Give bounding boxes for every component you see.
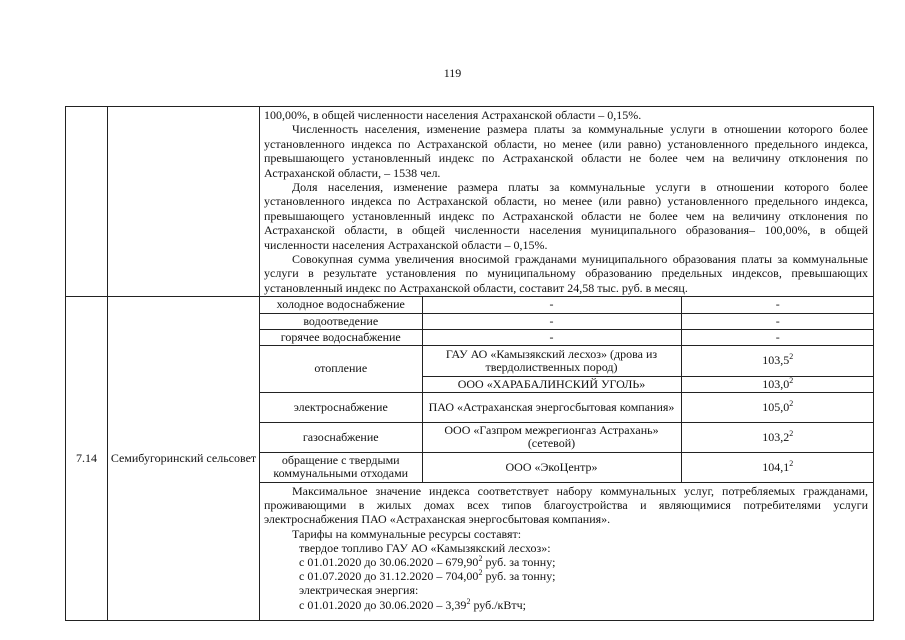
service-name: обращение с твердыми коммунальными отходами [260, 452, 422, 482]
service-provider: ООО «ХАРАБАЛИНСКИЙ УГОЛЬ» [422, 376, 681, 392]
tariff-line-text: руб. за тонну; [482, 569, 556, 584]
tariff-line-text: руб./кВтч; [470, 597, 527, 612]
service-row-waste [260, 452, 874, 482]
tariff-footnote: 2 [478, 554, 483, 564]
tariff-line [264, 598, 868, 612]
service-provider: - [422, 313, 681, 329]
value-footnote: 2 [789, 398, 794, 408]
value-footnote: 2 [789, 428, 794, 438]
service-row-gas [260, 422, 874, 452]
service-value: - [681, 329, 874, 345]
value-number: 105,0 [762, 399, 790, 414]
continuation-row [66, 107, 874, 297]
service-row-hot-water [260, 329, 874, 345]
value-number: 104,1 [762, 459, 790, 474]
service-row-sewage [260, 313, 874, 329]
service-row-cold-water [260, 297, 874, 313]
continuation-name-cell [108, 107, 260, 297]
tariff-line [264, 569, 868, 583]
service-row-electricity [260, 392, 874, 422]
value-number: 103,5 [762, 353, 790, 367]
continuation-paragraph: Доля населения, изменение размера платы за коммунальные услуги в отношении которого более установленного индекса по Астраханской области, но менее (или равно) установленного предельного индекса, превышающего установленный индекс по Астраханской области не более чем на величину отклонения по Астраханской области, в общей численности населения муниципального образования– 100,00%, в общей численности населения Астраханской области – 0,15%. [264, 180, 868, 252]
continuation-paragraph: Совокупная сумма увеличения вносимой гражданами муниципального образования платы за коммунальные услуги в результате установления по муниципальному образованию предельных индексов, превышающих установленный индекс по Астраханской области, составит 24,58 тыс. руб. в месяц. [264, 252, 868, 295]
continuation-text-cell [260, 107, 874, 297]
service-value [681, 452, 874, 482]
tariffs-text [260, 482, 873, 620]
service-provider: - [422, 329, 681, 345]
service-name: отопление [260, 345, 422, 392]
service-name: горячее водоснабжение [260, 329, 422, 345]
continuation-number-cell [66, 107, 108, 297]
value-footnote: 2 [789, 458, 794, 468]
continuation-paragraph: Численность населения, изменение размера платы за коммунальные услуги в отношении которого более установленного индекса по Астраханской области, но менее (или равно) установленного предельного индекса, превышающего установленный индекс по Астраханской области не более чем на величину отклонения по Астраханской области, – 1538 чел. [264, 122, 868, 180]
service-value [681, 376, 874, 392]
entry-row [66, 297, 874, 621]
service-provider: ООО «Газпром межрегионгаз Астрахань» (сетевой) [422, 422, 681, 452]
tariff-line-text: руб. за тонну; [482, 555, 556, 570]
tariff-line-text: с 01.01.2020 до 30.06.2020 – 3,39 [299, 597, 467, 612]
service-provider: ГАУ АО «Камызякский лесхоз» (дрова из твердолиственных пород) [422, 345, 681, 376]
entry-details-cell [260, 297, 874, 621]
value-number: 103,0 [762, 376, 790, 391]
service-value [681, 422, 874, 452]
entry-name: Семибугоринский сельсовет [108, 297, 260, 621]
services-table [260, 297, 874, 482]
service-name: холодное водоснабжение [260, 297, 422, 313]
tariff-footnote: 2 [466, 596, 471, 606]
index-table [65, 106, 874, 621]
continuation-paragraph: 100,00%, в общей численности населения Астраханской области – 0,15%. [264, 108, 642, 122]
service-name: электроснабжение [260, 392, 422, 422]
service-value: - [681, 313, 874, 329]
service-row-heating [260, 345, 874, 376]
electric-label: электрическая энергия: [299, 583, 419, 598]
entry-number: 7.14 [66, 297, 108, 621]
tariff-footnote: 2 [478, 568, 483, 578]
max-index-paragraph: Максимальное значение индекса соответствует набору коммунальных услуг, потребляемых гражданами, проживающими в жилых домах всех типов благоустройства и являющимися потребителями услуги электроснабжения ПАО «Астраханская энергосбытовая компания». [264, 484, 868, 527]
value-footnote: 2 [789, 375, 794, 385]
service-name: водоотведение [260, 313, 422, 329]
page-number: 119 [443, 66, 462, 80]
tariff-line [264, 555, 868, 569]
service-value: - [681, 297, 874, 313]
service-name: газоснабжение [260, 422, 422, 452]
service-provider: ПАО «Астраханская энергосбытовая компания» [422, 392, 681, 422]
service-provider: ООО «ЭкоЦентр» [422, 452, 681, 482]
value-number: 103,2 [762, 429, 790, 444]
tariffs-intro: Тарифы на коммунальные ресурсы составят: [292, 526, 522, 541]
tariff-line-text: с 01.01.2020 до 30.06.2020 – 679,90 [299, 555, 479, 570]
solid-fuel-label: твердое топливо ГАУ АО «Камызякский лесхоз»: [299, 540, 551, 555]
tariff-line-text: с 01.07.2020 до 31.12.2020 – 704,00 [299, 569, 479, 584]
service-value [681, 392, 874, 422]
service-provider: - [422, 297, 681, 313]
value-footnote: 2 [789, 352, 794, 361]
service-value [681, 345, 874, 376]
